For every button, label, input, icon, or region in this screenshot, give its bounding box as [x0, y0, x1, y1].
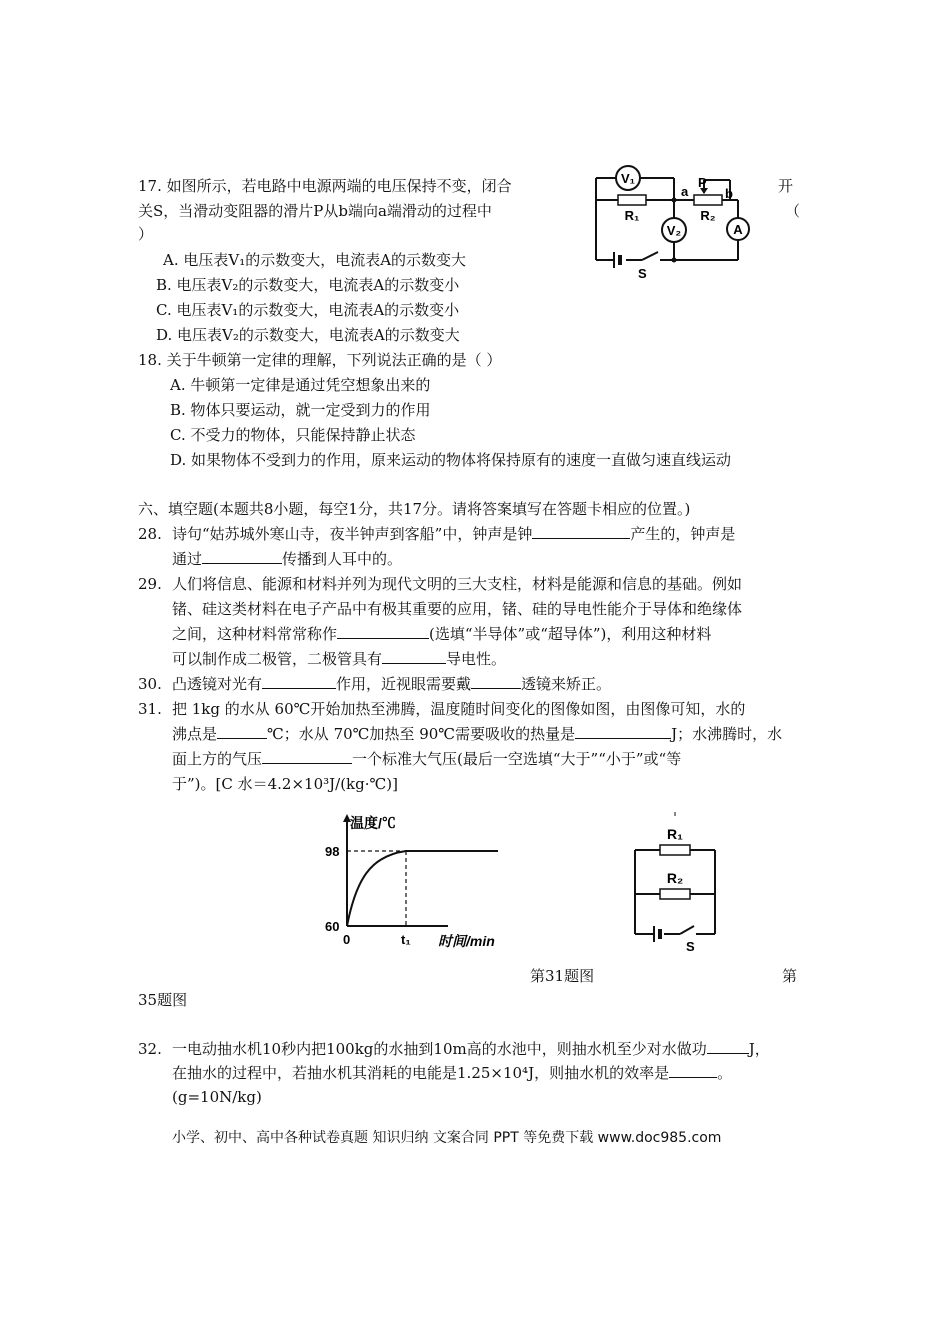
q17-line1-tail: 开	[778, 177, 794, 195]
q17-line2: 关S，当滑动变阻器的滑片P从b端向a端滑动的过程中	[138, 202, 492, 220]
q18-option-d: D. 如果物体不受到力的作用，原来运动的物体将保持原有的速度一直做匀速直线运动	[170, 451, 732, 469]
footer-link-text: 小学、初中、高中各种试卷真题 知识归纳 文案合同 PPT 等免费下载 www.doc985.com	[172, 1130, 722, 1146]
q31-line4: 于”)。[C 水＝4.2×10³J/(kg·℃)]	[172, 775, 399, 793]
temperature-curve	[347, 851, 498, 926]
q31-line2: 沸点是 ℃；水从 70℃加热至 90℃需要吸收的热量是 J；水沸腾时，水	[172, 725, 783, 743]
c2-r2-label: R₂	[666, 870, 684, 886]
q30-blank-2[interactable]	[471, 674, 521, 689]
graph-ylabel: 温度/℃	[350, 815, 396, 831]
r1-label: R₁	[624, 208, 640, 223]
graph-y60: 60	[325, 919, 340, 934]
q32-line1: 一电动抽水机10秒内把100kg的水抽到10m高的水池中，则抽水机至少对水做功 J，	[172, 1040, 770, 1058]
q32-blank-2[interactable]	[669, 1063, 717, 1078]
q28-line2: 通过 传播到人耳中的。	[172, 550, 403, 568]
q32-number: 32.	[138, 1040, 162, 1058]
q17-option-d: D. 电压表V₂的示数变大，电流表A的示数变大	[156, 326, 460, 344]
q17-line1: 17. 如图所示，若电路中电源两端的电压保持不变，闭合	[138, 177, 512, 195]
q28-line1: 诗句“姑苏城外寒山寺，夜半钟声到客船”中，钟声是钟 产生的，钟声是	[172, 525, 736, 543]
q17-circuit-diagram	[590, 160, 760, 285]
q29-line1: 人们将信息、能源和材料并列为现代文明的三大支柱，材料是能源和信息的基础。例如	[172, 575, 743, 593]
switch-label: S	[638, 266, 647, 281]
q18-option-a: A. 牛顿第一定律是通过凭空想象出来的	[170, 376, 431, 394]
b-label: b	[725, 186, 733, 201]
graph-xlabel: 时间/min	[438, 933, 495, 949]
c2-switch-label: S	[686, 939, 695, 952]
q17-option-b: B. 电压表V₂的示数变大，电流表A的示数变小	[156, 276, 460, 294]
a-label: a	[681, 184, 689, 199]
q31-number: 31.	[138, 700, 162, 718]
p-label: P	[698, 175, 707, 190]
q32-blank-1[interactable]	[707, 1039, 749, 1054]
q31-blank-1[interactable]	[217, 724, 267, 739]
q32-line3: (g=10N/kg)	[172, 1088, 262, 1106]
c2-r1-label: R₁	[667, 826, 683, 842]
q30-blank-1[interactable]	[262, 674, 336, 689]
q29-blank-1[interactable]	[337, 624, 429, 639]
caption-q35-part2: 35题图	[138, 991, 188, 1009]
q28-blank-1[interactable]	[532, 524, 630, 539]
q18-option-b: B. 物体只要运动，就一定受到力的作用	[170, 401, 431, 419]
q30-line: 凸透镜对光有 作用，近视眼需要戴 透镜来矫正。	[172, 675, 612, 693]
q31-temperature-graph	[320, 810, 510, 955]
graph-origin: 0	[343, 932, 351, 947]
ammeter-label: A	[733, 222, 743, 237]
v2-label: V₂	[666, 223, 682, 238]
q31-blank-2[interactable]	[575, 724, 671, 739]
q29-blank-2[interactable]	[382, 649, 446, 664]
r2-resistor	[660, 889, 690, 899]
q29-line2: 锗、硅这类材料在电子产品中有极其重要的应用，锗、硅的导电性能介于导体和绝缘体	[172, 600, 743, 618]
q35-parallel-circuit	[630, 812, 720, 952]
q29-line3: 之间，这种材料常常称作 (选填“半导体”或“超导体”)，利用这种材料	[172, 625, 712, 643]
q28-blank-2[interactable]	[202, 549, 282, 564]
q32-line2: 在抽水的过程中，若抽水机其消耗的电能是1.25×10⁴J，则抽水机的效率是 。	[172, 1064, 733, 1082]
section-6-heading: 六、填空题(本题共8小题，每空1分，共17分。请将答案填写在答题卡相应的位置。)	[138, 500, 691, 518]
q28-number: 28.	[138, 525, 162, 543]
q30-number: 30.	[138, 675, 162, 693]
graph-y98: 98	[325, 844, 340, 859]
q31-blank-3[interactable]	[262, 749, 352, 764]
r1-resistor	[660, 845, 690, 855]
q31-line1: 把 1kg 的水从 60℃开始加热至沸腾，温度随时间变化的图像如图，由图像可知，水的	[172, 700, 746, 718]
graph-t1: t₁	[401, 932, 411, 947]
caption-q31: 第31题图	[530, 967, 595, 985]
q17-line3: ）	[138, 225, 154, 243]
q18-option-c: C. 不受力的物体，只能保持静止状态	[170, 426, 416, 444]
q17-option-a: A. 电压表V₁的示数变大，电流表A的示数变大	[163, 251, 467, 269]
r2-label: R₂	[700, 208, 716, 223]
q31-line3: 面上方的气压 一个标准大气压(最后一空选填“大于”“小于”或“等	[172, 750, 682, 768]
q17-line2-tail: （	[785, 202, 801, 220]
caption-q35-part1: 第	[782, 967, 798, 985]
q17-option-c: C. 电压表V₁的示数变大，电流表A的示数变小	[156, 301, 460, 319]
q29-number: 29.	[138, 575, 162, 593]
v1-label: V₁	[620, 171, 636, 186]
q18-stem: 18. 关于牛顿第一定律的理解，下列说法正确的是（ ）	[138, 351, 502, 369]
q29-line4: 可以制作成二极管，二极管具有 导电性。	[172, 650, 507, 668]
